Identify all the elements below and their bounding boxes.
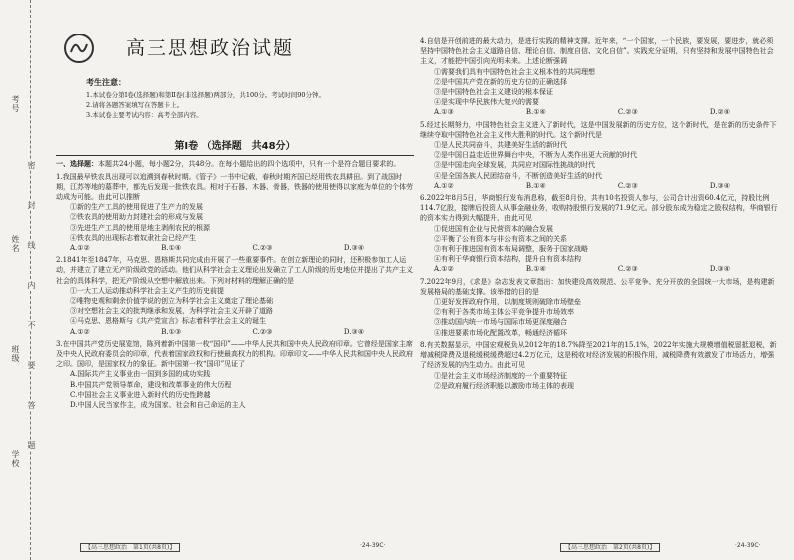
question-option: ③是中国特色社会主义建设的根本保证 bbox=[434, 88, 553, 97]
question-2 bbox=[56, 255, 414, 337]
notice-box bbox=[86, 78, 414, 120]
question-stem: 7.2022年9月，《求是》杂志发表文章指出：加快建设高效规范、公平竞争、充分开放的全国统一大市场，是构建新发展格局的基础支撑。该举措的目的是 bbox=[420, 277, 775, 296]
answer-choice: C.②③ bbox=[617, 181, 638, 190]
answer-choice: A.①② bbox=[434, 265, 454, 274]
question-1 bbox=[56, 172, 414, 254]
question-option: ④推进要素市场化配置改革，畅通经济循环 bbox=[434, 328, 567, 337]
question-option: ①是人民共同奋斗，共建美好生活的新时代 bbox=[434, 141, 567, 150]
question-option: ①更好发挥政府作用，以制度规则破除市场壁垒 bbox=[434, 298, 581, 307]
question-6 bbox=[420, 193, 780, 275]
question-stem: 1.我国最早铁农具出现可以追溯到春秋时期。《管子》一书中记载，春秋时期齐国已经用铁农具耕田。到了战国时期，江苏等地的墓葬中，都先后发现一批铁农具。相对于石器、木器、骨器，铁器的使用使得以家庭为单位的个体劳动成为可能。由此可以推断 bbox=[56, 172, 413, 202]
answer-choice: A.①② bbox=[434, 181, 454, 190]
question-option: ②有利于各类市场主体公平竞争提升市场效率 bbox=[434, 308, 574, 317]
binding-label-school: 学校 bbox=[11, 450, 20, 468]
page-title: 高三思想政治试题 bbox=[126, 36, 295, 59]
question-stem: 8.有关数据显示，中国宏观税负从2012年的18.7%降至2021年的15.1%，2022年实施大规模增值税留抵退税，新增减税降费及退税缓税缓费超过4.2万亿元，这是税收对经济发展的积极作用，减税降费有效激发了市场活力，增强了经济发展的内生动力。由此可见 bbox=[420, 340, 777, 370]
question-option: ①需要我们具有中国特色社会主义根本性的共同理想 bbox=[434, 67, 595, 76]
question-7 bbox=[420, 277, 780, 338]
binding-mark: 要 bbox=[27, 361, 36, 369]
answer-choice: C.②③ bbox=[617, 108, 638, 117]
answer-choice: D.③④ bbox=[709, 181, 730, 190]
binding-label-name: 姓名 bbox=[11, 235, 20, 253]
answer-choice: D.③④ bbox=[709, 265, 730, 274]
question-3 bbox=[56, 339, 414, 410]
answer-choices bbox=[56, 327, 414, 337]
answer-choices bbox=[56, 243, 414, 253]
question-8 bbox=[420, 340, 780, 391]
question-option: ③先进生产工具的使用是地主剥削农民的根源 bbox=[70, 223, 210, 232]
answer-choice: A.①③ bbox=[434, 108, 454, 117]
question-stem: 2.1841年至1847年，马克思、恩格斯共同完成由开展了一些重要事件。在创立新理论的同时，还积极参加工人运动，并建立了建立无产阶级政党的活动。他们从科学社会主义理论出发确立了工人阶级的历史地位并提出了共产主义社会的具体科学，把无产阶级从空想中解放出来。下列对材料的理解正确的是 bbox=[56, 256, 413, 285]
binding-mark: 答 bbox=[27, 401, 36, 409]
question-option: D.中国人民当家作主，成为国家、社会和自己命运的主人 bbox=[70, 401, 246, 410]
answer-choice: D.③④ bbox=[343, 244, 364, 253]
question-option: ④是全国各族人民团结奋斗，不断创造美好生活的时代 bbox=[434, 171, 602, 180]
question-stem: 6.2022年8月5日，华商银行发布消息称，截至8月份，共有10名投资人参与，公司合计出资60.4亿元，持股比例114.7亿股，接牌后投资人从事金融业务，收购持股银行发展的71.9亿元。部分股东成为稳定之股权结构，华商银行的资本实力得到大幅提升，由此可见 bbox=[420, 194, 778, 223]
binding-mark: 题 bbox=[27, 441, 36, 449]
answer-choices bbox=[420, 264, 780, 274]
footer-left bbox=[80, 542, 180, 551]
question-5 bbox=[420, 120, 780, 191]
question-option: ①新的生产工具的使用促进了生产力的发展 bbox=[70, 203, 203, 212]
answer-choice: B.①④ bbox=[525, 265, 546, 274]
footer-right-code: ·24-39C· bbox=[735, 542, 761, 549]
answer-choice: C.②③ bbox=[252, 327, 273, 336]
question-option: ①是社会主义市场经济制度的一个重要特征 bbox=[434, 371, 567, 380]
question-option: ③推动国内统一市场与国际市场更深度融合 bbox=[434, 318, 567, 327]
question-option: ②是中国日益走近世界舞台中央，不断为人类作出更大贡献的时代 bbox=[434, 151, 637, 160]
question-option: C.中国社会主义事业进入新时代的历史性跨越 bbox=[70, 390, 211, 399]
answer-choice: B.①③ bbox=[161, 327, 182, 336]
question-option: ③对空想社会主义的批判继承和发展，为科学社会主义开辟了道路 bbox=[70, 307, 273, 316]
exam-logo-icon bbox=[62, 34, 96, 65]
question-option: A.国际共产主义事业由一国到多国的成功实践 bbox=[70, 370, 211, 379]
binding-label-class: 班级 bbox=[11, 345, 20, 363]
answer-choice: D.③④ bbox=[343, 327, 364, 336]
question-stem: 5.经过长期努力，中国特色社会主义进入了新时代，这是中国发展新的历史方位，这个新时代，是在新的历史条件下继续夺取中国特色社会主义伟大胜利的时代。这个新时代是 bbox=[420, 120, 777, 139]
question-option: ③是中国走向全球发展，共同应对国际性挑战的时代 bbox=[434, 161, 595, 170]
question-option: ②唯物史观和剩余价值学说的创立为科学社会主义奠定了理论基础 bbox=[70, 297, 273, 306]
question-option: ②铁农具的使用助力封建社会的形成与发展 bbox=[70, 213, 203, 222]
notice-item: 2.请将各题答案填写在答题卡上。 bbox=[86, 101, 184, 110]
footer-page-label: 【高三思想政治 第1页(共8页)】 bbox=[80, 543, 180, 552]
question-option: ①一大工人运动推动科学社会主义产生的历史前提 bbox=[70, 286, 224, 295]
question-4 bbox=[420, 36, 780, 118]
answer-choice: C.②③ bbox=[617, 265, 638, 274]
instruction-label: 一、选择题： bbox=[56, 160, 98, 169]
footer-left-code: ·24-39C· bbox=[360, 542, 386, 549]
answer-choice: A.①② bbox=[70, 327, 90, 336]
right-column bbox=[420, 34, 780, 529]
question-stem: 3.在中国共产党历史展览馆，陈列着新中国第一枚“国印”——中华人民共和国中央人民政府印章。它曾经是国家主席及中央人民政府委员会的印章，代表着国家政权和行使最高权力的机构。印章印文——中华人民共和国中央人民政府之印。国印，是国家权力的象征。新中国第一枚“国印”见证了 bbox=[56, 339, 413, 369]
binding-mark: 线 bbox=[27, 241, 36, 249]
answer-choices bbox=[420, 107, 780, 117]
question-option: ④有利于华商银行资本结构，提升自有资本结构 bbox=[434, 255, 581, 264]
section-title: 第Ⅰ卷 （选择题 共48分） bbox=[174, 141, 296, 153]
answer-choice: C.②③ bbox=[252, 244, 273, 253]
question-option: ②平衡了公有资本与非公有资本之间的关系 bbox=[434, 234, 567, 243]
notice-item: 1.本试卷分第Ⅰ卷(选择题)和第Ⅱ卷(非选择题)两部分，共100分。考试时间90分钟。 bbox=[86, 91, 326, 100]
question-option: ①促进国有企业与民营资本的融合发展 bbox=[434, 224, 553, 233]
notice-heading: 考生注意： bbox=[86, 78, 126, 87]
answer-choice: A.①② bbox=[70, 244, 90, 253]
section-divider bbox=[56, 155, 414, 156]
question-option: ②是中国共产党在新的历史方位的正确选择 bbox=[434, 77, 567, 86]
question-option: ④铁农具的出现标志着奴隶社会已经产生 bbox=[70, 233, 196, 242]
notice-item: 3.本试卷主要考试内容：高考全部内容。 bbox=[86, 111, 203, 120]
header bbox=[56, 34, 414, 68]
left-column bbox=[56, 34, 414, 529]
question-option: ②是政府履行经济职能以激励市场主体的表现 bbox=[434, 381, 574, 390]
answer-choice: D.②④ bbox=[709, 108, 730, 117]
binding-margin bbox=[0, 0, 44, 560]
binding-mark: 不 bbox=[27, 321, 36, 329]
question-stem: 4.自信是开创前进的最大动力，是进行实践的精神支撑。近年来，“一个国家，一个民族，要发展，要进步，就必须坚持中国特色社会主义道路自信、理论自信、制度自信、文化自信”。实践充分证明，只有坚持和发展中国特色社会主义，才能把中国引向光明未来。上述论断强调 bbox=[420, 37, 774, 66]
binding-label-exam-number: 考号 bbox=[11, 95, 20, 113]
question-option: ③有利于推进国有资本布局调整，服务于国家战略 bbox=[434, 245, 588, 254]
question-option: ④马克思、恩格斯与《共产党宣言》标志着科学社会主义的诞生 bbox=[70, 317, 266, 326]
binding-mark: 封 bbox=[27, 201, 36, 209]
question-option: ④是实现中华民族伟大复兴的需要 bbox=[434, 98, 539, 107]
section-instruction bbox=[56, 159, 414, 169]
instruction-text: 本题共24小题，每小题2分，共48分。在每小题给出的四个选项中，只有一个是符合题目要求的。 bbox=[98, 160, 401, 169]
binding-mark: 内 bbox=[27, 281, 36, 289]
answer-choice: B.①④ bbox=[525, 181, 546, 190]
answer-choice: B.①④ bbox=[525, 108, 546, 117]
question-option: B.中国共产党领导革命，建设和改革事业的伟大历程 bbox=[70, 380, 232, 389]
answer-choices bbox=[420, 181, 780, 191]
footer-right bbox=[560, 542, 660, 551]
answer-choice: B.①④ bbox=[161, 244, 182, 253]
binding-mark: 密 bbox=[27, 161, 36, 169]
footer-page-label: 【高三思想政治 第2页(共8页)】 bbox=[560, 543, 660, 552]
